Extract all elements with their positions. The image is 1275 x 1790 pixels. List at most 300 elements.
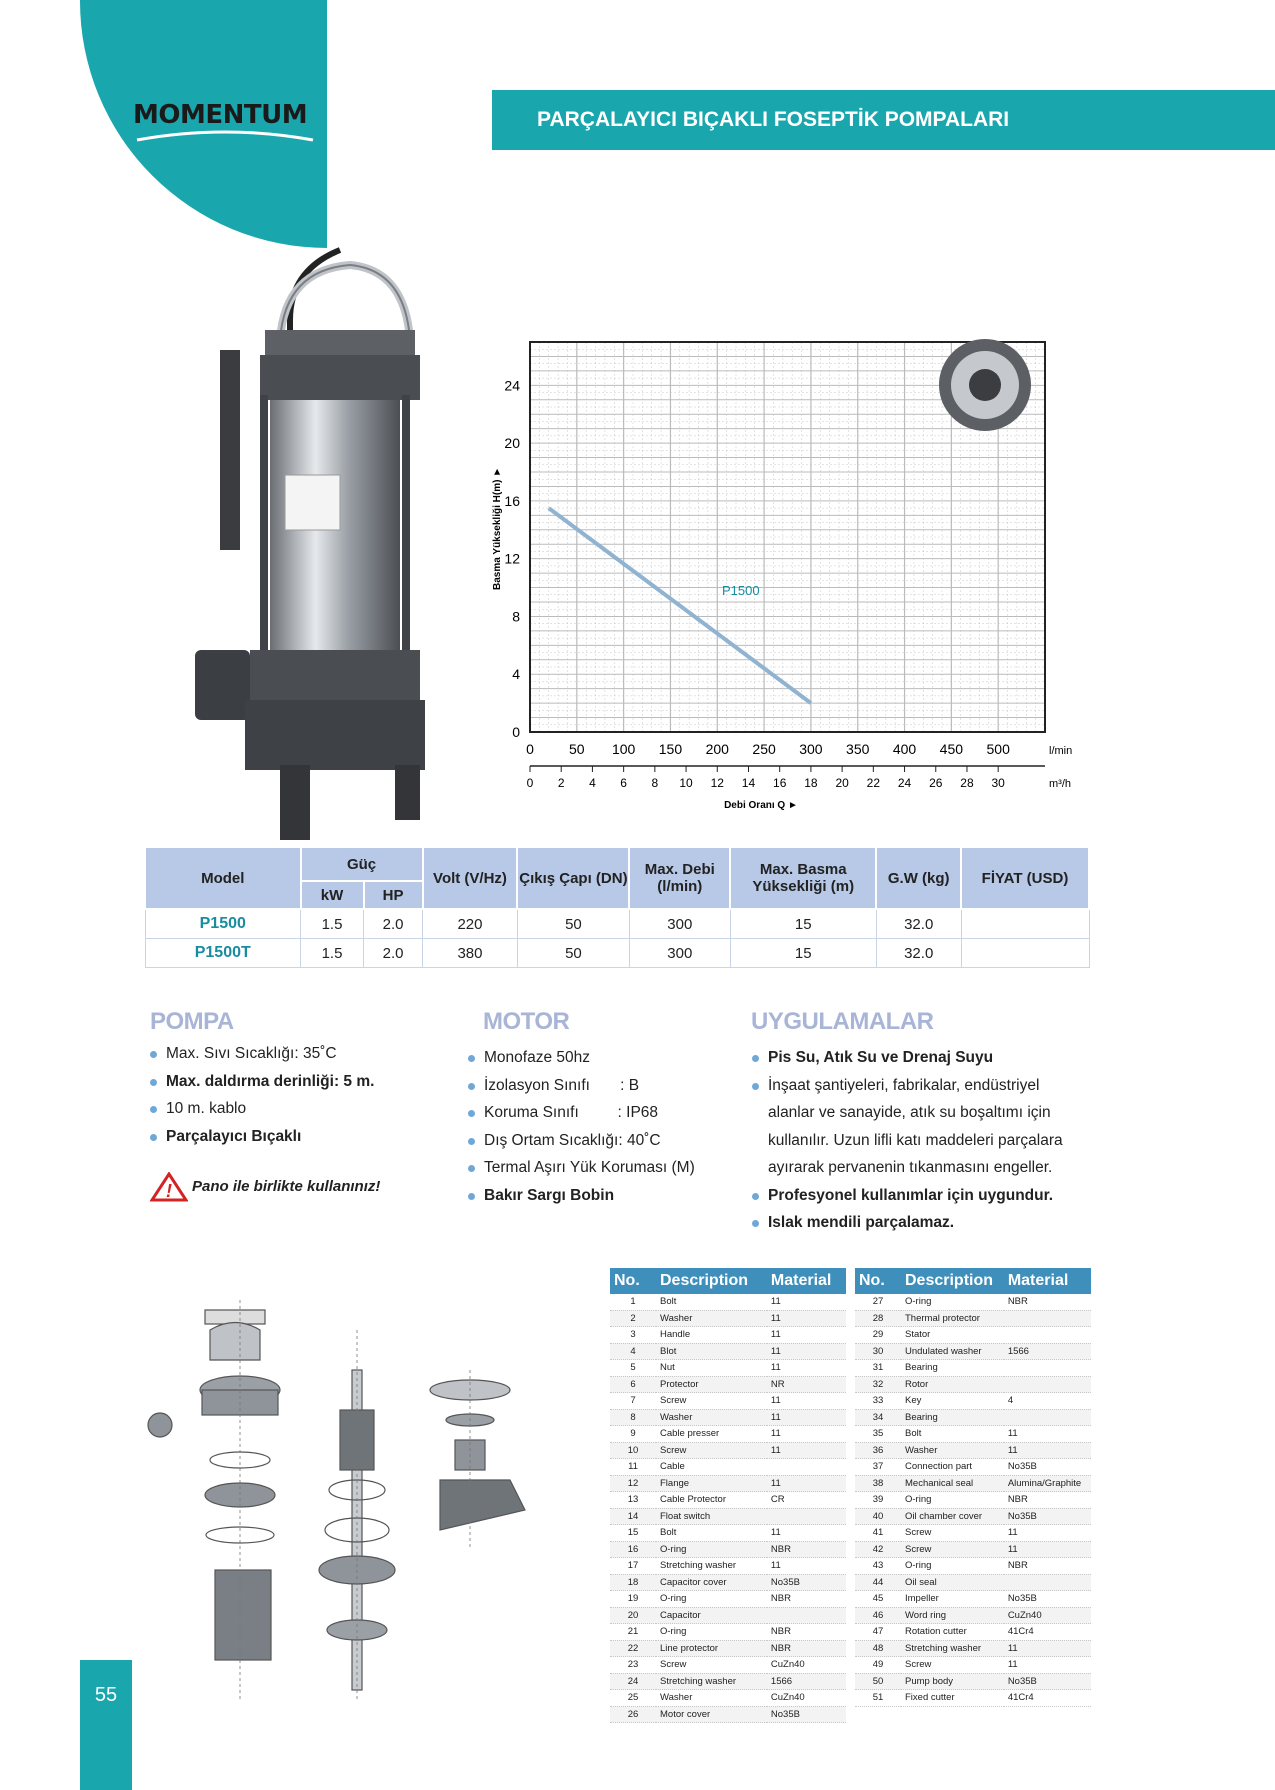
price-cell [961,909,1089,939]
performance-chart [480,330,1100,820]
max-head-cell: 15 [730,939,876,968]
part-material-cell: CuZn40 [1004,1607,1091,1624]
part-material-cell: NBR [1004,1492,1091,1509]
kw-cell: 1.5 [301,939,364,968]
table-row [855,1376,1091,1393]
part-material-cell [767,1459,846,1476]
part-no-cell: 47 [855,1624,901,1641]
volt-cell: 220 [423,909,518,939]
x2-tick-label: 10 [679,776,693,790]
part-description-cell: Screw [901,1657,1004,1674]
part-description-cell: Impeller [901,1591,1004,1608]
header-description: Description [656,1268,767,1294]
part-no-cell: 2 [610,1310,656,1327]
part-description-cell: Screw [656,1442,767,1459]
part-no-cell: 17 [610,1558,656,1575]
part-description-cell: Washer [901,1442,1004,1459]
part-material-cell [1004,1574,1091,1591]
part-description-cell: Rotation cutter [901,1624,1004,1641]
part-no-cell: 23 [610,1657,656,1674]
part-no-cell: 43 [855,1558,901,1575]
x2-tick-label: 0 [526,776,534,790]
part-no-cell: 49 [855,1657,901,1674]
part-no-cell: 50 [855,1673,901,1690]
model-cell: P1500 [145,909,301,939]
kw-cell: 1.5 [301,909,364,939]
y-tick-label: 8 [512,608,520,625]
part-material-cell: 11 [767,1558,846,1575]
part-description-cell: Stretching washer [656,1558,767,1575]
part-material-cell: 11 [767,1442,846,1459]
x2-tick-label: 16 [773,776,787,790]
parts-table-right [855,1268,1091,1707]
part-no-cell: 44 [855,1574,901,1591]
table-row [610,1657,846,1674]
table-row [145,909,1089,939]
part-no-cell: 8 [610,1409,656,1426]
header-no: No. [855,1268,901,1294]
part-material-cell: CuZn40 [767,1690,846,1707]
part-no-cell: 5 [610,1360,656,1377]
max-flow-cell: 300 [629,909,730,939]
table-row [610,1690,846,1707]
table-row [145,939,1089,968]
part-description-cell: O-ring [656,1624,767,1641]
table-row [855,1442,1091,1459]
y-axis-title: Basma Yüksekliği H(m) ► [492,466,503,590]
list-item: Max. Sıvı Sıcaklığı: 35˚C [150,1040,374,1068]
x2-tick-label: 20 [835,776,849,790]
part-no-cell: 46 [855,1607,901,1624]
table-row [610,1475,846,1492]
table-row [610,1607,846,1624]
table-row [610,1426,846,1443]
table-row [610,1492,846,1509]
part-description-cell: Screw [901,1525,1004,1542]
part-material-cell: 11 [1004,1426,1091,1443]
table-row [610,1525,846,1542]
part-material-cell [767,1607,846,1624]
pump-image [190,230,450,840]
table-row [855,1492,1091,1509]
table-row [855,1657,1091,1674]
part-no-cell: 11 [610,1459,656,1476]
part-no-cell: 7 [610,1393,656,1410]
y-tick-label: 0 [512,724,520,740]
part-description-cell: Cable Protector [656,1492,767,1509]
part-material-cell [1004,1360,1091,1377]
max-flow-cell: 300 [629,939,730,968]
warning-icon [150,1172,188,1202]
header-model: Model [145,847,301,909]
list-item: kullanılır. Uzun lifli katı maddeleri parçalara [768,1131,1063,1149]
table-row [855,1624,1091,1641]
pompa-list [150,1040,374,1150]
parts-table-left [610,1268,846,1723]
table-row [855,1525,1091,1542]
part-description-cell: Capacitor [656,1607,767,1624]
part-material-cell [1004,1327,1091,1344]
part-material-cell: NBR [767,1591,846,1608]
pompa-title: POMPA [150,1008,234,1035]
part-description-cell: Washer [656,1310,767,1327]
part-material-cell: 11 [767,1426,846,1443]
part-no-cell: 13 [610,1492,656,1509]
table-row [855,1360,1091,1377]
x2-tick-label: 14 [741,776,756,790]
list-item: Max. daldırma derinliği: 5 m. [150,1068,374,1096]
table-row [610,1294,846,1310]
table-row [610,1640,846,1657]
y-tick-label: 24 [504,377,520,394]
part-description-cell: Bolt [656,1525,767,1542]
part-description-cell: Stator [901,1327,1004,1344]
part-material-cell [1004,1409,1091,1426]
part-material-cell: 11 [767,1409,846,1426]
part-description-cell: Bolt [656,1294,767,1310]
motor-title: MOTOR [483,1008,570,1035]
price-cell [961,939,1089,968]
x-tick-label: 500 [986,741,1010,757]
part-material-cell: No35B [767,1706,846,1723]
part-material-cell: 41Cr4 [1004,1624,1091,1641]
table-row [610,1541,846,1558]
x2-tick-label: 6 [620,776,627,790]
header-material: Material [767,1268,846,1294]
part-no-cell: 45 [855,1591,901,1608]
part-no-cell: 22 [610,1640,656,1657]
part-no-cell: 14 [610,1508,656,1525]
part-material-cell: 11 [1004,1525,1091,1542]
page-number: 55 [80,1660,132,1790]
table-row [610,1574,846,1591]
part-no-cell: 38 [855,1475,901,1492]
table-row [855,1541,1091,1558]
part-material-cell: CuZn40 [767,1657,846,1674]
brand-swoosh-icon [135,128,315,144]
y-tick-label: 12 [504,550,520,567]
part-material-cell: 11 [767,1294,846,1310]
table-row [610,1442,846,1459]
part-description-cell: Bolt [901,1426,1004,1443]
part-no-cell: 30 [855,1343,901,1360]
x2-tick-label: 4 [589,776,596,790]
brand-logo: MOMENTUM [133,100,308,130]
part-material-cell: 1566 [1004,1343,1091,1360]
table-row [855,1459,1091,1476]
part-no-cell: 34 [855,1409,901,1426]
table-row [855,1591,1091,1608]
header-price: FİYAT (USD) [961,847,1089,909]
part-no-cell: 21 [610,1624,656,1641]
part-no-cell: 18 [610,1574,656,1591]
part-material-cell: NBR [767,1541,846,1558]
x-tick-label: 400 [892,741,917,757]
part-description-cell: Protector [656,1376,767,1393]
part-material-cell: 11 [1004,1541,1091,1558]
part-description-cell: Line protector [656,1640,767,1657]
uygulamalar-title: UYGULAMALAR [751,1008,934,1035]
part-description-cell: Rotor [901,1376,1004,1393]
x2-tick-label: 22 [866,776,881,790]
part-material-cell: 11 [767,1475,846,1492]
part-description-cell: Cable presser [656,1426,767,1443]
part-no-cell: 16 [610,1541,656,1558]
part-no-cell: 37 [855,1459,901,1476]
part-no-cell: 27 [855,1294,901,1310]
part-material-cell: Alumina/Graphite [1004,1475,1091,1492]
table-row [855,1343,1091,1360]
part-material-cell: NBR [1004,1294,1091,1310]
part-description-cell: Stretching washer [901,1640,1004,1657]
header-max-flow: Max. Debi (l/min) [629,847,730,909]
x-tick-label: 200 [705,741,729,757]
table-row [855,1409,1091,1426]
table-row [610,1343,846,1360]
header-max-head: Max. Basma Yüksekliği (m) [730,847,876,909]
part-material-cell: No35B [1004,1673,1091,1690]
part-description-cell: Washer [656,1690,767,1707]
part-material-cell: 4 [1004,1393,1091,1410]
list-item: Islak mendili parçalamaz. [752,1209,1063,1237]
volt-cell: 380 [423,939,518,968]
part-description-cell: Screw [901,1541,1004,1558]
list-item: İzolasyon Sınıfı : B [468,1072,695,1100]
table-row [855,1607,1091,1624]
table-row [610,1706,846,1723]
part-description-cell: Key [901,1393,1004,1410]
table-row [855,1574,1091,1591]
part-description-cell: O-ring [901,1294,1004,1310]
part-description-cell: O-ring [656,1541,767,1558]
part-description-cell: Bearing [901,1409,1004,1426]
part-description-cell: O-ring [656,1591,767,1608]
part-description-cell: Stretching washer [656,1673,767,1690]
part-no-cell: 26 [610,1706,656,1723]
y-tick-label: 4 [512,666,520,683]
part-description-cell: Handle [656,1327,767,1344]
part-no-cell: 36 [855,1442,901,1459]
list-item: İnşaat şantiyeleri, fabrikalar, endüstriyel [752,1072,1063,1100]
list-item: Koruma Sınıfı : IP68 [468,1099,695,1127]
list-item: Parçalayıcı Bıçaklı [150,1123,374,1151]
part-material-cell: No35B [1004,1508,1091,1525]
table-row [855,1475,1091,1492]
part-description-cell: Nut [656,1360,767,1377]
part-no-cell: 24 [610,1673,656,1690]
part-no-cell: 48 [855,1640,901,1657]
table-row [610,1409,846,1426]
part-description-cell: Bearing [901,1360,1004,1377]
header-power: Güç [301,847,423,881]
x-tick-label: 100 [611,741,636,757]
part-description-cell: Connection part [901,1459,1004,1476]
part-material-cell: 41Cr4 [1004,1690,1091,1707]
part-no-cell: 29 [855,1327,901,1344]
x2-tick-label: 12 [710,776,724,790]
part-material-cell: NR [767,1376,846,1393]
part-no-cell: 4 [610,1343,656,1360]
model-cell: P1500T [145,939,301,968]
part-description-cell: Mechanical seal [901,1475,1004,1492]
max-head-cell: 15 [730,909,876,939]
table-row [855,1327,1091,1344]
table-row [855,1426,1091,1443]
part-material-cell: CR [767,1492,846,1509]
part-no-cell: 31 [855,1360,901,1377]
table-row [855,1558,1091,1575]
part-no-cell: 3 [610,1327,656,1344]
part-material-cell: 11 [1004,1657,1091,1674]
table-row [610,1393,846,1410]
part-no-cell: 32 [855,1376,901,1393]
table-row [610,1360,846,1377]
list-item: Pis Su, Atık Su ve Drenaj Suyu [752,1044,1063,1072]
list-item: Bakır Sargı Bobin [468,1182,695,1210]
x2-unit-label: m³/h [1049,778,1071,790]
part-no-cell: 35 [855,1426,901,1443]
table-row [610,1591,846,1608]
warning-note: ! Pano ile birlikte kullanınız! [150,1172,400,1202]
list-item: Dış Ortam Sıcaklığı: 40˚C [468,1127,695,1155]
part-no-cell: 42 [855,1541,901,1558]
header-volt: Volt (V/Hz) [423,847,518,909]
impeller-inset-image [939,339,1031,431]
part-description-cell: Capacitor cover [656,1574,767,1591]
part-no-cell: 20 [610,1607,656,1624]
header-description: Description [901,1268,1004,1294]
part-description-cell: Flange [656,1475,767,1492]
table-row [610,1673,846,1690]
part-description-cell: Word ring [901,1607,1004,1624]
part-no-cell: 33 [855,1393,901,1410]
part-material-cell: 11 [767,1360,846,1377]
table-row [610,1310,846,1327]
table-row [855,1393,1091,1410]
list-item: Termal Aşırı Yük Koruması (M) [468,1154,695,1182]
part-description-cell: Undulated washer [901,1343,1004,1360]
x2-tick-label: 30 [991,776,1005,790]
part-material-cell: 1566 [767,1673,846,1690]
table-row [855,1294,1091,1310]
x2-tick-label: 8 [651,776,659,790]
part-description-cell: Screw [656,1657,767,1674]
header-kw: kW [301,881,364,909]
header-material: Material [1004,1268,1091,1294]
part-material-cell: No35B [767,1574,846,1591]
table-row [855,1640,1091,1657]
table-row [855,1310,1091,1327]
part-description-cell: Washer [656,1409,767,1426]
hp-cell: 2.0 [364,909,423,939]
x-tick-label: 350 [846,741,870,757]
x2-tick-label: 18 [804,776,818,790]
part-material-cell: NBR [767,1640,846,1657]
part-material-cell: No35B [1004,1459,1091,1476]
y-tick-label: 16 [504,492,520,509]
part-no-cell: 9 [610,1426,656,1443]
part-no-cell: 25 [610,1690,656,1707]
part-no-cell: 1 [610,1294,656,1310]
part-no-cell: 51 [855,1690,901,1707]
gw-cell: 32.0 [876,939,961,968]
part-description-cell: O-ring [901,1492,1004,1509]
part-no-cell: 6 [610,1376,656,1393]
part-material-cell [1004,1310,1091,1327]
part-no-cell: 40 [855,1508,901,1525]
x2-tick-label: 26 [929,776,943,790]
outlet-cell: 50 [517,939,629,968]
table-row [855,1673,1091,1690]
motor-list [468,1044,695,1209]
header-gw: G.W (kg) [876,847,961,909]
part-description-cell: Blot [656,1343,767,1360]
x-tick-label: 50 [569,741,585,757]
page-title: PARÇALAYICI BIÇAKLI FOSEPTİK POMPALARI [492,90,1275,150]
part-material-cell: 11 [767,1343,846,1360]
spec-table [144,846,1090,968]
table-row [610,1558,846,1575]
x2-tick-label: 28 [960,776,974,790]
part-no-cell: 28 [855,1310,901,1327]
part-material-cell: NBR [1004,1558,1091,1575]
list-item: alanlar ve sanayide, atık su boşaltımı için [768,1104,1051,1121]
x2-tick-label: 24 [897,776,912,790]
header-no: No. [610,1268,656,1294]
part-no-cell: 41 [855,1525,901,1542]
x-tick-label: 300 [799,741,823,757]
y-tick-label: 20 [504,435,520,452]
table-row [855,1690,1091,1707]
svg-text:!: ! [166,1181,172,1201]
x-axis-title: Debi Oranı Q ► [724,800,798,811]
table-row [610,1459,846,1476]
part-material-cell [1004,1376,1091,1393]
part-no-cell: 19 [610,1591,656,1608]
part-material-cell: 11 [1004,1640,1091,1657]
gw-cell: 32.0 [876,909,961,939]
part-no-cell: 15 [610,1525,656,1542]
part-description-cell: Screw [656,1393,767,1410]
header-outlet: Çıkış Çapı (DN) [517,847,629,909]
outlet-cell: 50 [517,909,629,939]
part-material-cell: 11 [767,1393,846,1410]
part-description-cell: O-ring [901,1558,1004,1575]
part-description-cell: Cable [656,1459,767,1476]
table-row [610,1508,846,1525]
list-item: Monofaze 50hz [468,1044,695,1072]
part-description-cell: Oil chamber cover [901,1508,1004,1525]
part-no-cell: 10 [610,1442,656,1459]
part-material-cell: No35B [1004,1591,1091,1608]
list-item: ayırarak pervanenin tıkanmasını engeller. [768,1159,1053,1176]
header-hp: HP [364,881,423,909]
part-material-cell: 11 [767,1525,846,1542]
exploded-view-diagram [140,1290,570,1710]
part-description-cell: Pump body [901,1673,1004,1690]
table-row [610,1327,846,1344]
part-no-cell: 12 [610,1475,656,1492]
part-description-cell: Fixed cutter [901,1690,1004,1707]
list-item: 10 m. kablo [150,1095,374,1123]
part-material-cell: 11 [1004,1442,1091,1459]
part-material-cell: 11 [767,1310,846,1327]
part-description-cell: Motor cover [656,1706,767,1723]
part-description-cell: Float switch [656,1508,767,1525]
x-tick-label: 450 [939,741,964,757]
part-material-cell: 11 [767,1327,846,1344]
part-description-cell: Thermal protector [901,1310,1004,1327]
